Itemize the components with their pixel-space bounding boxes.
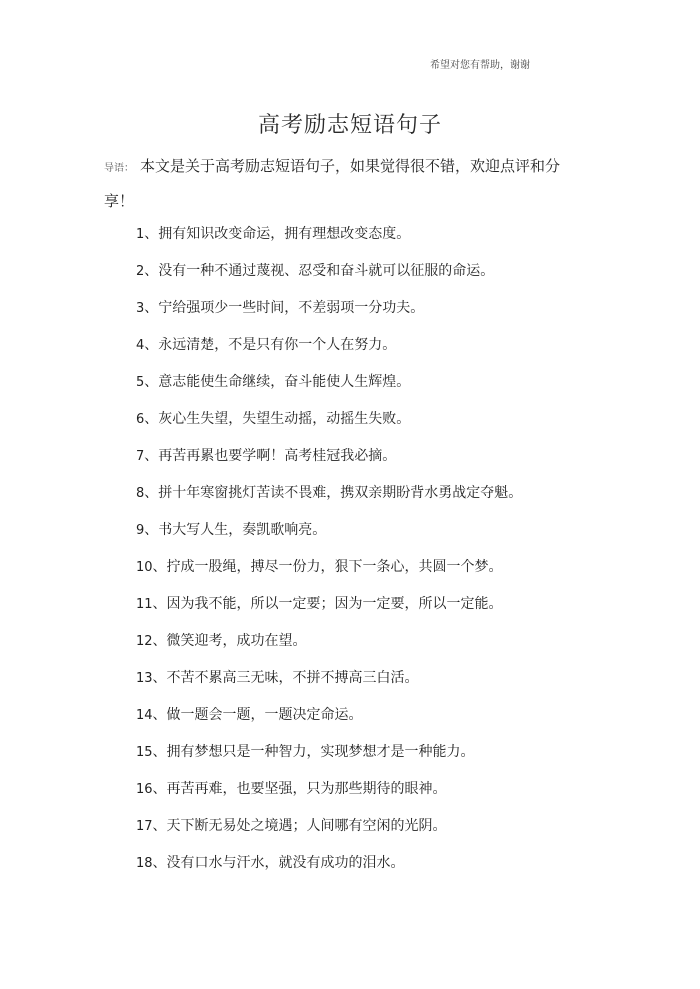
- quote-text: 、因为我不能，所以一定要；因为一定要，所以一定能。: [152, 596, 503, 612]
- quote-item: [136, 814, 522, 851]
- document-title: 高考励志短语句子: [257, 113, 442, 138]
- intro-label: 导语：: [104, 163, 134, 174]
- quote-text: 、灰心生失望，失望生动摇，动摇生失败。: [144, 411, 411, 427]
- header-note: 希望对您有帮助，谢谢: [430, 60, 530, 71]
- quote-number: 15: [136, 745, 153, 760]
- quote-number: 3: [136, 301, 145, 316]
- quote-text: 、微笑迎考，成功在望。: [152, 633, 307, 649]
- quote-number: 12: [136, 634, 153, 649]
- quote-number: 2: [136, 264, 145, 279]
- quote-text: 、没有口水与汗水，就没有成功的泪水。: [152, 855, 405, 871]
- quote-number: 8: [136, 486, 145, 501]
- quote-number: 16: [136, 782, 153, 797]
- quote-number: 5: [136, 375, 145, 390]
- quote-text: 、宁给强项少一些时间，不差弱项一分功夫。: [144, 300, 425, 316]
- quote-item: [136, 259, 522, 296]
- quote-number: 13: [136, 671, 153, 686]
- quote-text: 、拼十年寒窗挑灯苦读不畏难，携双亲期盼背水勇战定夺魁。: [144, 485, 523, 501]
- quote-number: 6: [136, 412, 145, 427]
- quote-item: [136, 370, 522, 407]
- quote-text: 、永远清楚，不是只有你一个人在努力。: [144, 337, 397, 353]
- quote-number: 11: [136, 597, 153, 612]
- quote-number: 17: [136, 819, 153, 834]
- quote-number: 7: [136, 449, 145, 464]
- quote-text: 、不苦不累高三无味，不拼不搏高三白活。: [152, 670, 419, 686]
- quote-list: [136, 222, 522, 888]
- quote-number: 10: [136, 560, 153, 575]
- quote-item: [136, 407, 522, 444]
- intro-text: 本文是关于高考励志短语句子，如果觉得很不错，欢迎点评和分享！: [104, 157, 561, 210]
- quote-item: [136, 481, 522, 518]
- quote-text: 、意志能使生命继续，奋斗能使人生辉煌。: [144, 374, 411, 390]
- quote-text: 、书大写人生，奏凯歌响亮。: [144, 522, 327, 538]
- quote-number: 9: [136, 523, 145, 538]
- quote-item: [136, 777, 522, 814]
- quote-item: [136, 518, 522, 555]
- quote-item: [136, 592, 522, 629]
- intro-paragraph: [104, 150, 564, 218]
- quote-item: [136, 444, 522, 481]
- quote-item: [136, 851, 522, 888]
- quote-number: 14: [136, 708, 153, 723]
- quote-text: 、拥有梦想只是一种智力，实现梦想才是一种能力。: [152, 744, 475, 760]
- quote-item: [136, 296, 522, 333]
- quote-text: 、拧成一股绳，搏尽一份力，狠下一条心，共圆一个梦。: [152, 559, 503, 575]
- quote-item: [136, 703, 522, 740]
- quote-item: [136, 666, 522, 703]
- quote-number: 4: [136, 338, 145, 353]
- quote-number: 18: [136, 856, 153, 871]
- quote-text: 、天下断无易处之境遇；人间哪有空闲的光阴。: [152, 818, 447, 834]
- quote-item: [136, 222, 522, 259]
- quote-item: [136, 333, 522, 370]
- quote-text: 、再苦再难，也要坚强，只为那些期待的眼神。: [152, 781, 447, 797]
- quote-text: 、做一题会一题，一题决定命运。: [152, 707, 363, 723]
- quote-item: [136, 740, 522, 777]
- quote-text: 、拥有知识改变命运，拥有理想改变态度。: [144, 226, 411, 242]
- quote-item: [136, 555, 522, 592]
- quote-item: [136, 629, 522, 666]
- quote-number: 1: [136, 227, 145, 242]
- quote-text: 、没有一种不通过蔑视、忍受和奋斗就可以征服的命运。: [144, 263, 495, 279]
- quote-text: 、再苦再累也要学啊！高考桂冠我必摘。: [144, 448, 397, 464]
